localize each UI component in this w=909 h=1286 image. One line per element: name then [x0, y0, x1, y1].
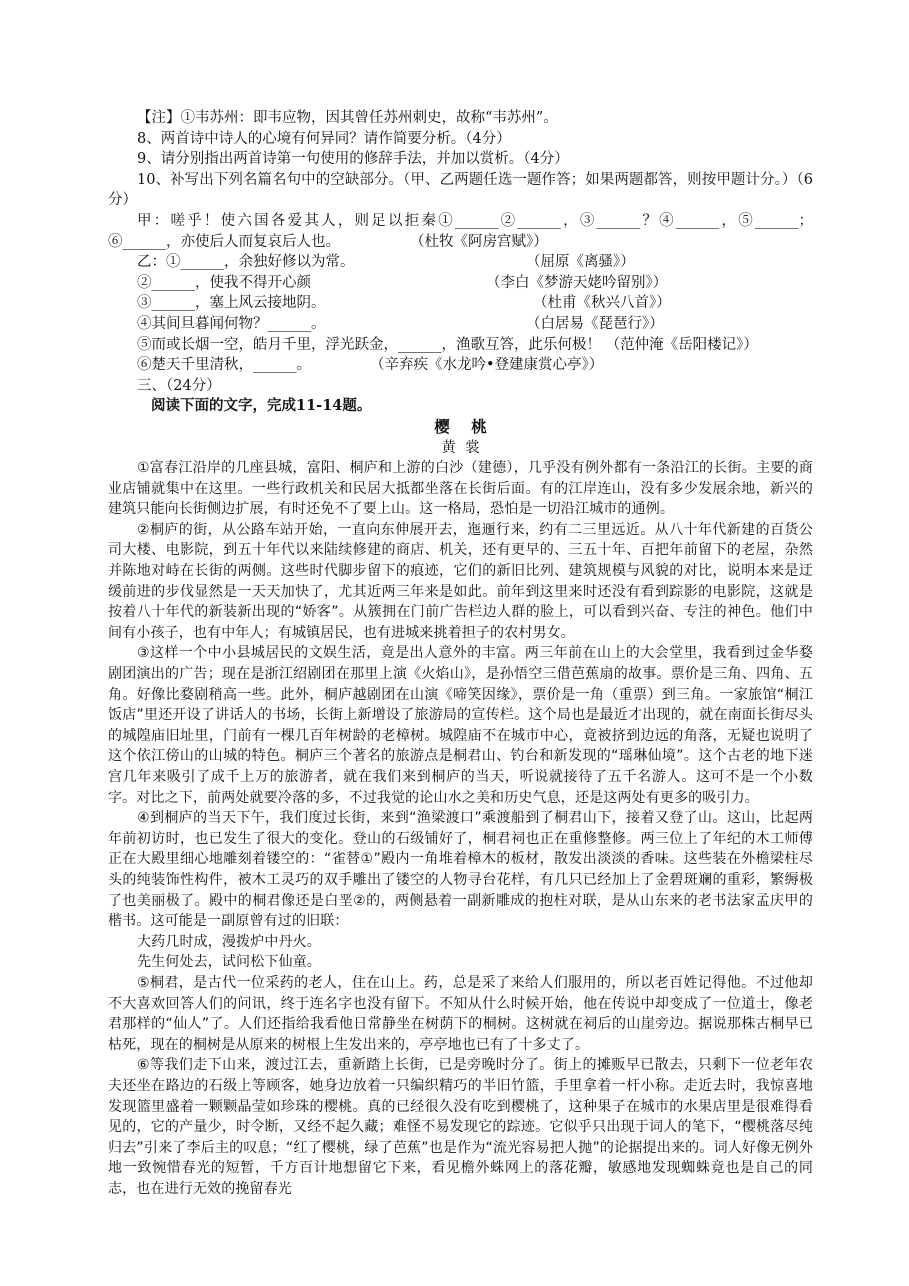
- article-title: 樱 桃: [434, 416, 487, 436]
- fill-in-yi-5: ⑤而或长烟一空，皓月千里，浮光跃金，______，渔歌互答，此乐何极！ （范仲淹《岳阳楼记》）: [137, 336, 758, 353]
- fill-in-yi-1-text: 乙：①______，余独好修以为常。: [137, 254, 355, 271]
- article-paragraph: ③这样一个中小县城居民的文娱生活，竟是出人意外的丰富。两三年前在山上的大会堂里，我看到过金华婺剧团演出的广告；现在是浙江绍剧团在那里上演《火焰山》，是孙悟空三借芭蕉扇的故事。票价是三角、四角、五角。好像比婺剧稍高一些。此外，桐庐越剧团在山演《啼笑因缘》，票价是一角（重票）到三角。一家旅馆“桐江饭店”里还开设了讲话人的书场，长街上新增设了旅游局的宣传栏。这个局也是最近才出现的，就在南面长街尽头的城隍庙旧址里，门前有一棵几百年树龄的老樟树。城隍庙不在城市中心，竟被挤到边远的角落，无疑也说明了这个依江傍山的山城的特色。桐庐三个著名的旅游点是桐君山、钓台和新发现的“瑶琳仙境”。这个古老的地下迷宫几年来吸引了成千上万的旅游者，就在我们来到桐庐的当天，听说就接待了五千名游人。这可不是一个小数字。对比之下，前两处就要冷落的多，不过我觉的论山水之美和历史气息，还是这两处有更多的吸引力。: [108, 645, 813, 806]
- fill-in-yi-1-source: （屈原《离骚》）: [526, 254, 635, 271]
- fill-in-yi-1: [108, 252, 813, 273]
- fill-in-jia-text: 甲：嗟乎！使六国各爱其人，则足以拒秦①______②______，③______？④______，⑤______；⑥______，亦使后人而复哀后人也。: [108, 212, 813, 250]
- fill-in-yi-2-text: ②______，使我不得开心颜: [137, 274, 311, 291]
- reading-instruction: 阅读下面的文字，完成11-14题。: [151, 397, 372, 415]
- fill-in-yi-2: [108, 273, 813, 294]
- fill-in-yi-3-source: （杜甫《秋兴八首》）: [533, 295, 671, 312]
- fill-in-yi-4-text: ④其间旦暮闻何物？______。: [137, 315, 326, 332]
- article-paragraph: ⑥等我们走下山来，渡过江去，重新踏上长街，已是旁晚时分了。街上的摊贩早已散去，只剩下一位老年农夫还坐在路边的石级上等顾客，她身边放着一只编织精巧的半旧竹篮，手里拿着一杆小称。走近去时，我惊喜地发现篮里盛着一颗颗晶莹如珍珠的樱桃。真的已经很久没有吃到樱桃了，这种果子在城市的水果店里是很难得看见的，它的产量少，时令断，又经不起久藏；难怪不易发现它的踪迹。它似乎只出现于词人的笔下，“樱桃落尽纯归去”引来了李后主的叹息；“红了樱桃，绿了芭蕉”也是作为“流光容易把人抛”的论据提出来的。词人好像无例外地一致惋惜春光的短暂，千方百计地想留它下来，看见檐外蛛网上的落花瓣，敏感地发现蜘蛛竟也是自己的同志，也在进行无效的挽留春光: [108, 1057, 813, 1197]
- article-paragraph: ⑤桐君，是古代一位采药的老人，住在山上。药，总是采了来给人们服用的，所以老百姓记得他。不过他却不大喜欢回答人们的问讯，终于连名字也没有留下。不知从什么时候开始，他在传说中却变成了一位道士，像老君那样的“仙人”了。人们还指给我看他日常静坐在树荫下的桐树。这树就在祠后的山崖旁边。据说那株古桐早已枯死，现在的桐树是从原来的树根上生发出来的，亭亭地也已有了十多丈了。: [108, 974, 813, 1053]
- question-9: 9、请分别指出两首诗第一句使用的修辞手法，并加以赏析。（4分）: [137, 151, 569, 168]
- question-10: 10、补写出下列名篇名句中的空缺部分。（甲、乙两题任选一题作答；如果两题都答，则按甲题计分。）（6分）: [108, 171, 813, 209]
- fill-in-yi-6-source: （辛弃疾《水龙吟•登建康赏心亭》）: [370, 357, 604, 374]
- couplet-line: 大药几时成，漫拨炉中丹火。: [137, 933, 321, 950]
- article-paragraph: ①富春江沿岸的几座县城，富阳、桐庐和上游的白沙（建德），几乎没有例外都有一条沿江的长街。主要的商业店铺就集中在这里。一些行政机关和民居大抵都坐落在长街后面。有的江岸连山，没有多少发展余地，新兴的建筑只能向长街侧边扩展，有时还免不了要上山。这一格局，恐怕是一切沿江城市的通例。: [108, 460, 813, 518]
- fill-in-jia-source: （杜牧《阿房宫赋》）: [410, 233, 548, 250]
- document-page: [108, 108, 813, 1199]
- fill-in-yi-4: [108, 314, 813, 335]
- fill-in-yi-2-source: （李白《梦游天姥吟留别》）: [486, 274, 668, 291]
- section-heading: 三、（24分）: [137, 377, 221, 394]
- fill-in-yi-3: [108, 293, 813, 314]
- fill-in-yi-6-text: ⑥楚天千里清秋，______。: [137, 357, 311, 374]
- fill-in-jia: [108, 211, 813, 252]
- fill-in-yi-3-text: ③______，塞上风云接地阴。: [137, 295, 326, 312]
- article-paragraph: ④到桐庐的当天下午，我们度过长街，来到“渔梁渡口”乘渡船到了桐君山下，接着又登了山。这山，比起两年前初访时，也已发生了很大的变化。登山的石级铺好了，桐君祠也正在重修整修。两三位上了年纪的木工师傅正在大殿里细心地雕刻着镂空的：“雀替①”殿内一角堆着樟木的板材，散发出淡淡的香味。这些装在外檐梁柱尽头的纯装饰性构件，被木工灵巧的双手雕出了镂空的人物寻台花样，有几只已经加上了金碧斑斓的重彩，繁缛极了也美丽极了。殿中的桐君像还是白垩②的，两侧悬着一副新雕成的抱柱对联，是从山东来的老书法家孟庆甲的楷书。这可能是一副原曾有过的旧联：: [108, 810, 813, 930]
- fill-in-yi-6: [108, 355, 813, 376]
- question-8: 8、两首诗中诗人的心境有何异同？请作简要分析。（4分）: [137, 130, 511, 147]
- note-line: 【注】①韦苏州：即韦应物，因其曾任苏州刺史，故称“韦苏州”。: [137, 110, 558, 126]
- fill-in-yi-4-source: （白居易《琵琶行》）: [526, 315, 664, 332]
- article-author: 黄 裳: [441, 439, 480, 456]
- article-paragraph: ②桐庐的街，从公路车站开始，一直向东伸展开去，迤逦行来，约有二三里远近。从八十年代新建的百货公司大楼、电影院，到五十年代以来陆续修建的商店、机关，还有更早的、三五十年、百把年前留下的老屋，杂然并陈地对峙在长街的两侧。这些时代脚步留下的痕迹，它们的新旧比列、建筑规模与风貌的对比，说明本来是迂缓前进的步伐显然是一天天加快了，尤其近两三年来是如此。前年到这里来时还没有看到踪影的电影院，这就是按着八十年代的新装新出现的“娇客”。从簇拥在门前广告栏边人群的脸上，可以看到兴奋、专注的神色。他们中间有小孩子，也有中年人；有城镇居民，也有进城来挑着担子的农村男女。: [108, 521, 813, 641]
- article-body: [108, 458, 813, 1199]
- couplet-line: 先生何处去，试问松下仙童。: [137, 954, 321, 971]
